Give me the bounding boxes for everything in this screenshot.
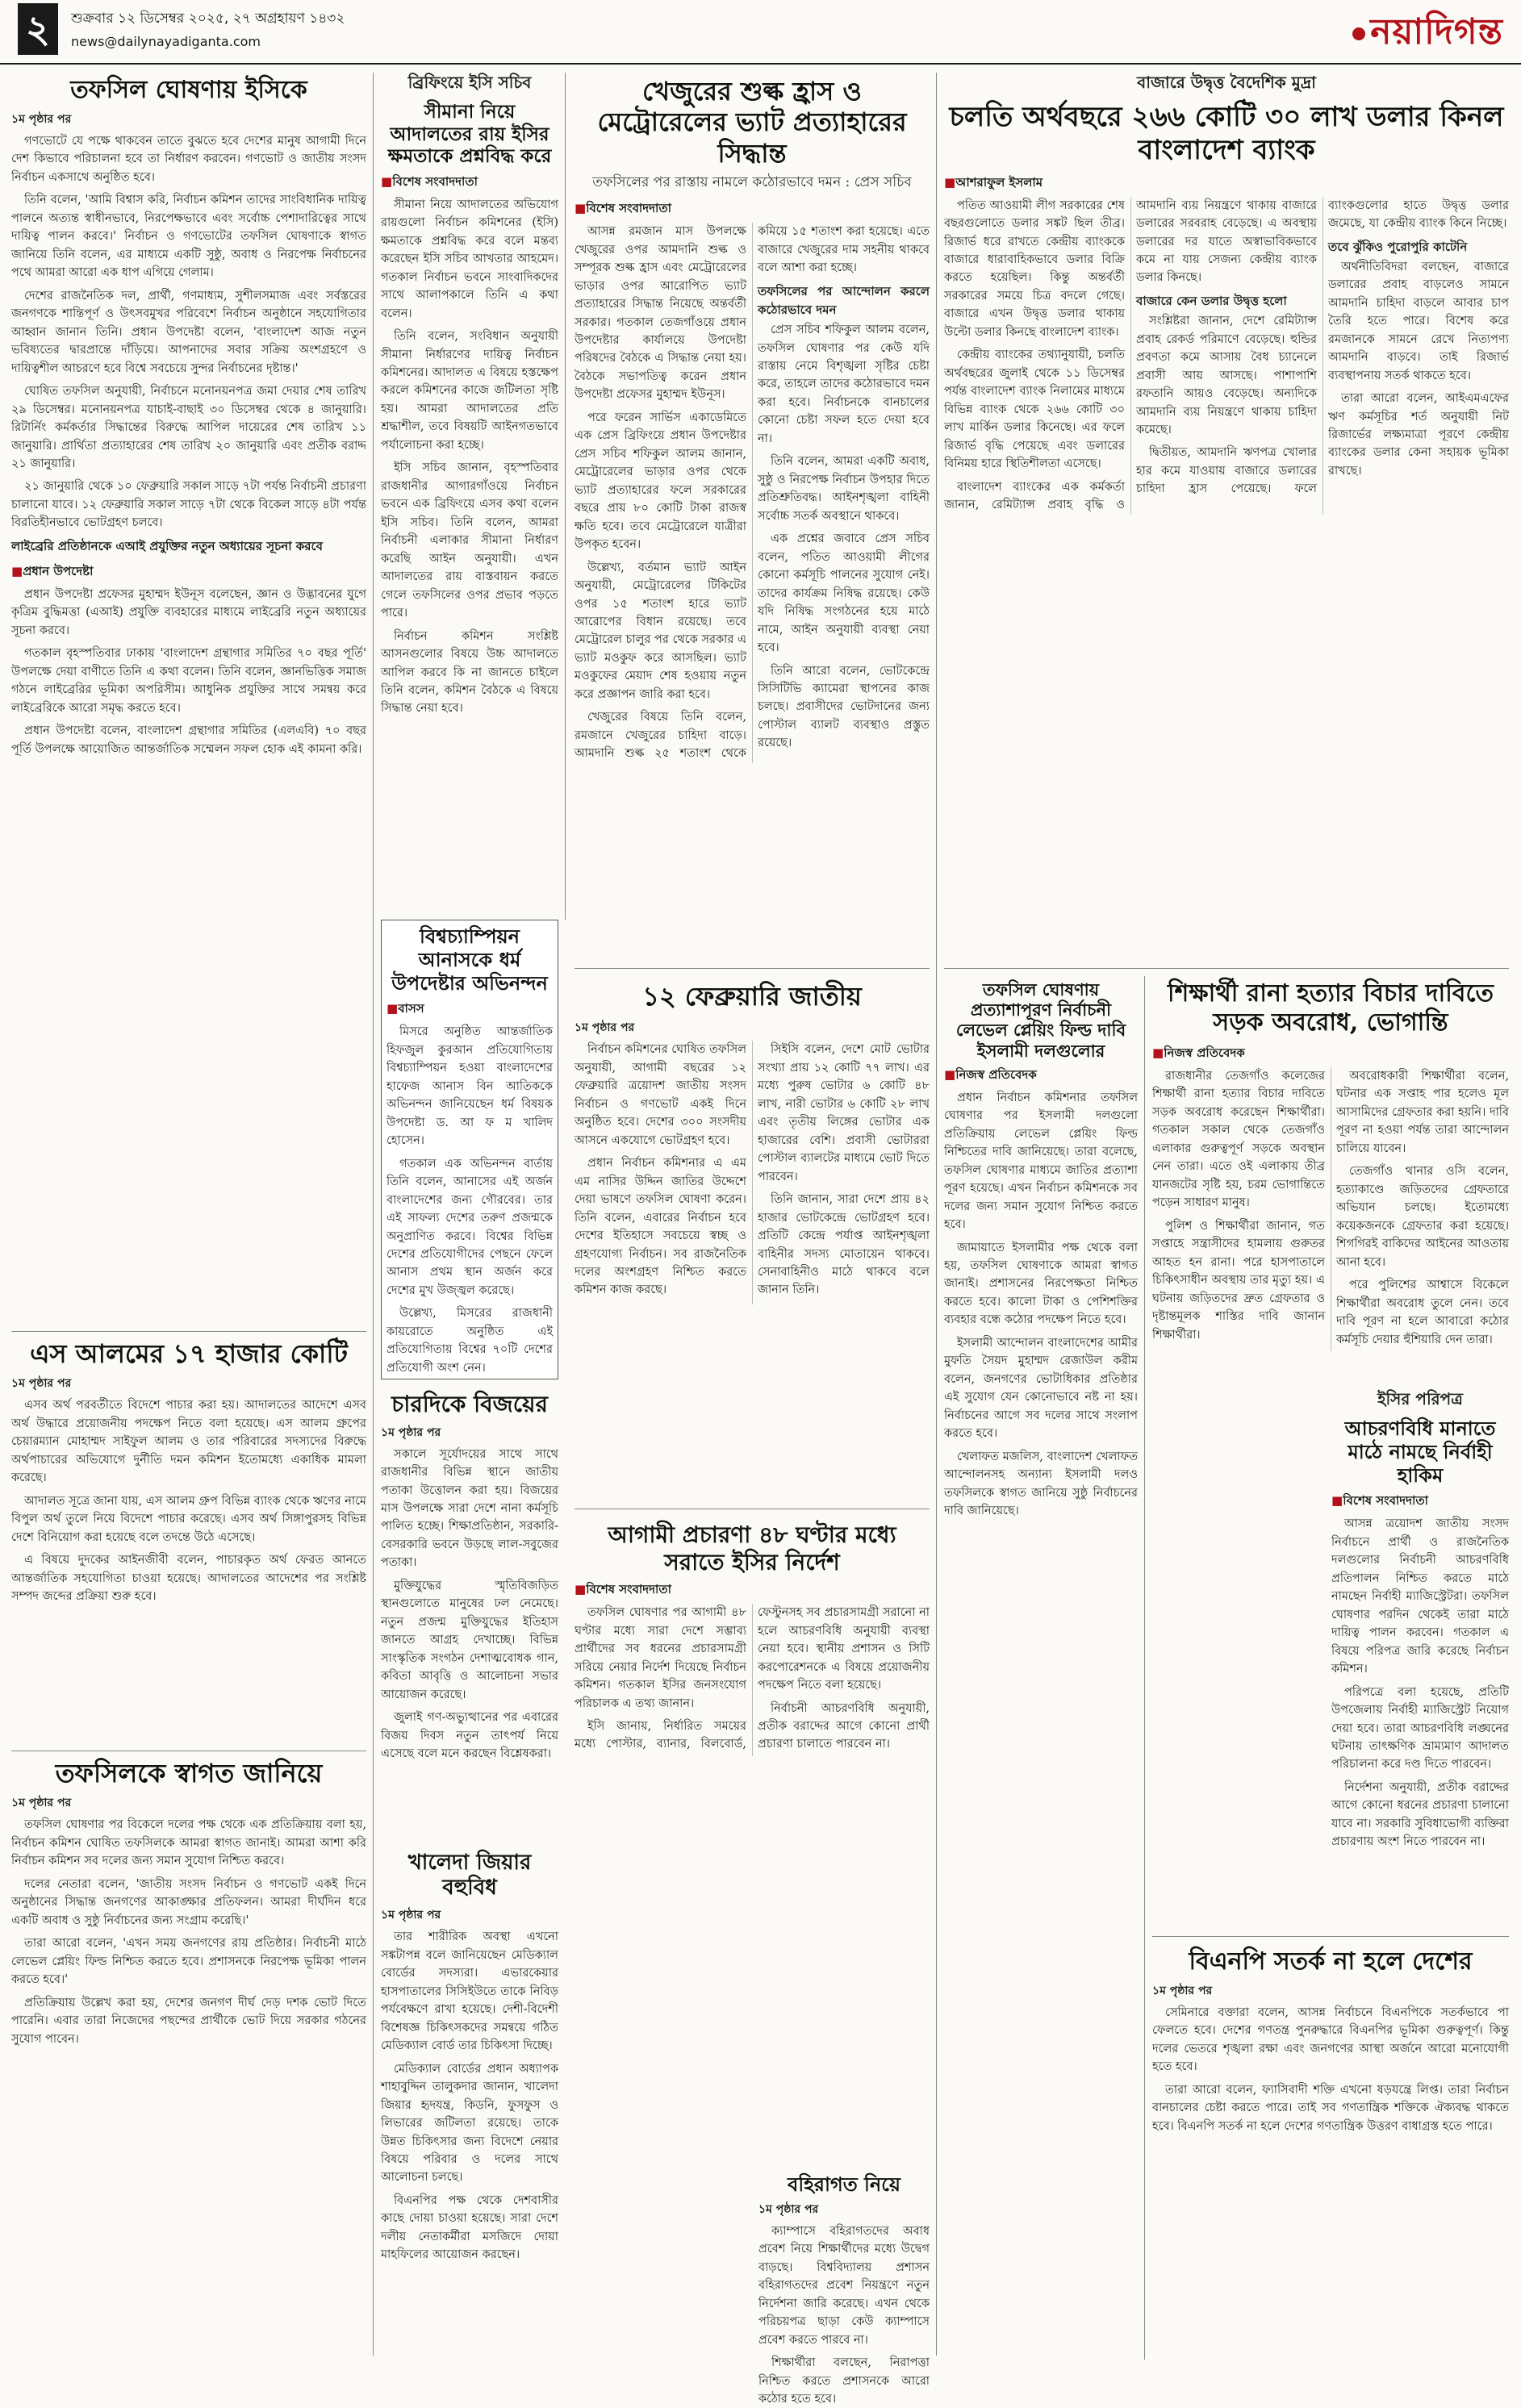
paragraph: তার শারীরিক অবস্থা এখনো সঙ্কটাপন্ন বলে জানিয়েছেন মেডিক্যাল বোর্ডের সদস্যরা। এভারকেয়ার হাসপাতালের সিসিইউতে তাকে নিবিড় পর্যবেক্ষণে রাখা হয়েছে। দেশী-বিদেশী বিশেষজ্ঞ চিকিৎসকদের সমন্বয়ে গঠিত মেডিক্যাল বোর্ড তার চিকিৎসা দিচ্ছে। [381,1930,558,2053]
column-divider [373,73,374,2356]
byline: ■ বিশেষ সংবাদদাতা [1331,1492,1509,1512]
story-headline: খেজুরের শুল্ক হ্রাস ও মেট্রোরেলের ভ্যাট প্রত্যাহারের সিদ্ধান্ত [597,76,907,169]
story-body [1331,1515,1509,1851]
paragraph: ২১ জানুয়ারি থেকে ১০ ফেব্রুয়ারি সকাল সাড়ে ৭টা পর্যন্ত নির্বাচনী প্রচারণা চালানো যাবে। ১২ ফেব্রুয়ারি সকাল সাড়ে ৭টা থেকে বিকেল সাড়ে ৪টা পর্যন্ত বিরতিহীনভাবে ভোটগ্রহণ চলবে। [11,480,366,530]
paragraph: আসন্ন রমজান মাস উপলক্ষে খেজুরের ওপর আমদানি শুল্ক ও সম্পূরক শুল্ক হ্রাস এবং মেট্রোরেলের ভাড়ার ওপর আরোপিত ভ্যাট প্রত্যাহারের সিদ্ধান্ত নিয়েছে অন্তর্বর্তী সরকার। গতকাল তেজগাঁওয়ে প্রধান উপদেষ্টার কার্যালয়ে উপদেষ্টা পরিষদের বৈঠকে এ সিদ্ধান্ত নেয়া হয়। বৈঠকে সভাপতিত্ব করেন প্রধান উপদেষ্টা প্রফেসর মুহাম্মদ ইউনূস। [575,225,746,402]
paragraph: পুলিশ ও শিক্ষার্থীরা জানান, গত সপ্তাহে সন্ত্রাসীদের হামলায় গুরুতর আহত হন রানা। পরে হাসপাতালে চিকিৎসাধীন অবস্থায় তার মৃত্যু হয়। এ ঘটনায় জড়িতদের দ্রুত গ্রেফতার ও দৃষ্টান্তমূলক শাস্তির দাবি জানান শিক্ষার্থীরা। [1152,1219,1325,1342]
paragraph: বাংলাদেশ ব্যাংকের এক কর্মকর্তা জানান, রেমিট্যান্স প্রবাহ বৃদ্ধি ও আমদানি ব্যয় নিয়ন্ত্রণে থাকায় বাজারে ডলারের সরবরাহ বেড়েছে। এ অবস্থায় ডলারের দর যাতে অস্বাভাবিকভাবে কমে না যায় সেজন্য কেন্দ্রীয় ব্যাংক ডলার কিনছে। [944,198,1317,512]
story-headline: এস আলমের ১৭ হাজার কোটি [30,1338,348,1369]
continued-label: ১ম পৃষ্ঠার পর [11,1377,72,1391]
paragraph: তারা আরো বলেন, 'এখন সময় জনগণের রায় প্রতিষ্ঠার। নির্বাচনী মাঠে লেভেল প্লেয়িং ফিল্ড নিশ্চিত করতে হবে। প্রশাসনকে নিরপেক্ষ ভূমিকা পালন করতে হবে।' [11,1937,366,1987]
logo-mark-icon [1352,27,1365,40]
paragraph: তিনি বলেন, সংবিধান অনুযায়ী সীমানা নির্ধারণের দায়িত্ব নির্বাচন কমিশনের। আদালত এ বিষয়ে হস্তক্ষেপ করলে কমিশনের কাজে জটিলতা সৃষ্টি হয়। আমরা আদালতের প্রতি শ্রদ্ধাশীল, তবে বিষয়টি আইনগতভাবে পর্যালোচনা করা হচ্ছে। [381,330,558,452]
paragraph: দেশের রাজনৈতিক দল, প্রার্থী, গণমাধ্যম, সুশীলসমাজ এবং সর্বস্তরের জনগণকে শান্তিপূর্ণ ও উৎসবমুখর পরিবেশে নির্বাচন অনুষ্ঠানে সহযোগিতার আহ্বান জানান তিনি। প্রধান উপদেষ্টা বলেন, 'বাংলাদেশ আজ নতুন ভবিষ্যতের দ্বারপ্রান্তে দাঁড়িয়ে। আপনাদের সবার সক্রিয় অংশগ্রহণে ও দায়িত্বশীল আচরণে হবে বিশ্বে সবচেয়ে সুন্দর নির্বাচনের দৃষ্টান্ত।' [11,289,366,375]
paragraph: আদালত সূত্রে জানা যায়, এস আলম গ্রুপ বিভিন্ন ব্যাংক থেকে ঋণের নামে বিপুল অর্থ তুলে নিয়ে বিদেশে পাচার করেছে। এসব অর্থ সিঙ্গাপুরসহ বিভিন্ন দেশে বিনিয়োগ করা হয়েছে বলে তদন্তে উঠে এসেছে। [11,1494,366,1544]
paragraph: তারা আরো বলেন, ফ্যাসিবাদী শক্তি এখনো ষড়যন্ত্রে লিপ্ত। তারা নির্বাচন বানচালের চেষ্টা করতে পারে। তাই সব গণতান্ত্রিক শক্তিকে ঐক্যবদ্ধ থাকতে হবে। বিএনপি সতর্ক না হলে দেশের গণতান্ত্রিক উত্তরণ বাধাগ্রস্ত হতে পারে। [1152,2083,1509,2133]
divider [575,968,930,969]
paragraph: এ বিষয়ে দুদকের আইনজীবী বলেন, পাচারকৃত অর্থ ফেরত আনতে আন্তর্জাতিক সহযোগিতা চাওয়া হয়েছে। আদালতের আদেশের পর সংশ্লিষ্ট সম্পদ জব্দের প্রক্রিয়া শুরু হবে। [11,1554,366,1604]
byline: ■ প্রধান উপদেষ্টা [11,562,366,582]
column-divider [565,73,566,920]
byline: ■ নিজস্ব প্রতিবেদক [944,1066,1138,1086]
byline: ■ নিজস্ব প্রতিবেদক [1152,1044,1509,1064]
continued-label: ১ম পৃষ্ঠার পর [11,113,72,126]
section-subhead: তবে ঝুঁকিও পুরোপুরি কাটেনি [1328,239,1468,254]
story-body [11,132,366,532]
paragraph: খেলাফত মজলিস, বাংলাদেশ খেলাফত আন্দোলনসহ অন্যান্য ইসলামী দলও তফসিলকে স্বাগত জানিয়ে সুষ্ঠু নির্বাচনের দাবি জানিয়েছে। [944,1450,1138,1518]
story-body [944,1089,1138,1521]
story-body [381,196,558,718]
byline: ■ বিশেষ সংবাদদাতা [381,173,558,193]
story-bnp [1152,1944,1509,2360]
paragraph: নির্দেশনা অনুযায়ী, প্রতীক বরাদ্দের আগে কোনো ধরনের প্রচারণা চালানো যাবে না। সরকারি সুবিধাভোগী ব্যক্তিরা প্রচারণায় অংশ নিতে পারবেন না। [1331,1780,1509,1849]
paragraph: সেমিনারে বক্তারা বলেন, আসন্ন নির্বাচনে বিএনপিকে সতর্কভাবে পা ফেলতে হবে। দেশের গণতন্ত্র পুনরুদ্ধারে বিএনপির ভূমিকা গুরুত্বপূর্ণ। কিন্তু দলের ভেতরে শৃঙ্খলা রক্ষা এবং জনগণের আস্থা অর্জনে আরো মনোযোগী হতে হবে। [1152,2006,1509,2074]
story-headline: চলতি অর্থবছরে ২৬৬ কোটি ৩০ লাখ ডলার কিনল বাংলাদেশ ব্যাংক [949,101,1504,166]
continued-label: ১ম পৃষ্ঠার পর [1152,1984,1213,1997]
paragraph: গণভোটে যে পক্ষে থাকবেন তাতে বুঝতে হবে দেশের মানুষ আগামী দিনে দেশ কিভাবে পরিচালনা হবে তা নির্ধারণ করবেন। গণভোট ও জাতীয় সংসদ নির্বাচন একসাথে অনুষ্ঠিত হবে। [11,135,366,184]
paragraph: প্রধান নির্বাচন কমিশনার এ এম এম নাসির উদ্দিন জাতির উদ্দেশে দেয়া ভাষণে তফসিল ঘোষণা করেন। তিনি বলেন, এবারের নির্বাচন হবে দেশের ইতিহাসে সবচেয়ে স্বচ্ছ ও গ্রহণযোগ্য নির্বাচন। সব রাজনৈতিক দলের অংশগ্রহণ নিশ্চিত করতে কমিশন কাজ করছে। [575,1157,746,1297]
story-headline: বিশ্বচ্যাম্পিয়ন আনাসকে ধর্ম উপদেষ্টার অভিনন্দন [391,924,548,995]
paragraph: মেডিক্যাল বোর্ডের প্রধান অধ্যাপক শাহাবুদ্দিন তালুকদার জানান, খালেদা জিয়ার হৃদযন্ত্র, কিডনি, ফুসফুস ও লিভারের জটিলতা রয়েছে। তাকে উন্নত চিকিৎসার জন্য বিদেশে নেয়ার বিষয়ে পরিবার ও দলের সাথে আলোচনা চলছে। [381,2062,558,2185]
story-headline: তফসিল ঘোষণায় ইসিকে [70,76,307,104]
story-ssalam [11,1331,366,1742]
story-feb [575,976,930,1500]
paragraph: খেজুরের বিষয়ে তিনি বলেন, রমজানে খেজুরের চাহিদা বাড়ে। আমদানি শুল্ক ২৫ শতাংশ থেকে কমিয়ে ১৫ শতাংশ করা হয়েছে। এতে বাজারে খেজুরের দাম সহনীয় থাকবে বলে আশা করা হচ্ছে। [575,225,930,761]
paragraph: তফসিল ঘোষণার পর বিকেলে দলের পক্ষ থেকে এক প্রতিক্রিয়ায় বলা হয়, নির্বাচন কমিশন ঘোষিত তফসিলকে আমরা স্বাগত জানাই। আমরা আশা করি নির্বাচন কমিশন সব দলের জন্য সমান সুযোগ নিশ্চিত করবে। [11,1818,366,1868]
section-subhead: বাজারে কেন ডলার উদ্বৃত্ত হলো [1136,293,1287,308]
story-body [575,1604,930,1756]
story-chardike [381,1388,558,1839]
masthead [0,0,1521,65]
spacer [381,1146,558,1170]
story-body [11,1816,366,2048]
story-headline: চারদিকে বিজয়ের [391,1391,548,1417]
story-headline: খালেদা জিয়ার বহুবিধ [407,1851,532,1901]
paragraph: পতিত আওয়ামী লীগ সরকারের শেষ বছরগুলোতে ডলার সঙ্কট ছিল তীব্র। রিজার্ভ ধরে রাখতে কেন্দ্রীয় ব্যাংককে বাজারে ধারাবাহিকভাবে ডলার বিক্রি করতে হয়েছিল। কিন্তু অন্তর্বর্তী সরকারের সময়ে চিত্র বদলে গেছে। বাজারে এখন উদ্বৃত্ত ডলার থাকায় উল্টো ডলার কিনছে বাংলাদেশ ব্যাংক। [944,198,1125,339]
paragraph: দলের নেতারা বলেন, 'জাতীয় সংসদ নির্বাচন ও গণভোট একই দিনে অনুষ্ঠানের সিদ্ধান্ত জনগণের আকাঙ্ক্ষার প্রতিফলন। আমরা দীর্ঘদিন ধরে একটি অবাধ ও সুষ্ঠু নির্বাচনের জন্য সংগ্রাম করেছি।' [11,1877,366,1927]
paragraph: ইসলামী আন্দোলন বাংলাদেশের আমীর মুফতি সৈয়দ মুহাম্মদ রেজাউল করীম বলেন, জনগণের ভোটাধিকার প্রতিষ্ঠার এই সুযোগ যেন কোনোভাবে নষ্ট না হয়। নির্বাচনের আগে সব দলের সাথে সংলাপ করতে হবে। [944,1336,1138,1441]
paragraph: এসব অর্থ পরবর্তীতে বিদেশে পাচার করা হয়। আদালতের আদেশে এসব অর্থ উদ্ধারে প্রয়োজনীয় পদক্ষেপ নিতে বলা হয়েছে। এস আলম গ্রুপের চেয়ারম্যান মোহাম্মদ সাইফুল আলম ও তার পরিবারের সদস্যদের বিরুদ্ধে অর্থপাচারের অভিযোগে দুর্নীতি দমন কমিশন ইতোমধ্যে একাধিক মামলা করেছে। [11,1399,366,1485]
story-body [381,1928,558,2264]
paragraph: পরে পুলিশের আশ্বাসে বিকেলে শিক্ষার্থীরা অবরোধ তুলে নেন। তবে দাবি পূরণ না হলে আবারো কঠোর কর্মসূচি দেয়ার হুঁশিয়ারি দেন তারা। [1336,1279,1509,1346]
story-achoron [1331,1388,1509,1920]
paragraph: মুক্তিযুদ্ধের স্মৃতিবিজড়িত স্থানগুলোতে মানুষের ঢল নেমেছে। নতুন প্রজন্ম মুক্তিযুদ্ধের ইতিহাস জানতে আগ্রহ দেখাচ্ছে। বিভিন্ন সাংস্কৃতিক সংগঠন দেশাত্মবোধক গান, কবিতা আবৃত্তি ও আলোচনা সভার আয়োজন করেছে। [381,1579,558,1701]
story-headline: বহিরাগত নিয়ে [787,2172,901,2196]
divider [944,968,1509,969]
story-headline: তফসিল ঘোষণায় প্রত্যাশাপূরণ নির্বাচনী লেভেল প্লেয়িং ফিল্ড দাবি ইসলামী দলগুলোর [955,979,1126,1061]
paragraph: ঘোষিত তফসিল অনুযায়ী, নির্বাচনে মনোনয়নপত্র জমা দেয়ার শেষ তারিখ ২৯ ডিসেম্বর। মনোনয়নপত্র যাচাই-বাছাই ৩০ ডিসেম্বর থেকে ৪ জানুয়ারি। রিটার্নিং কর্মকর্তার সিদ্ধান্তের বিরুদ্ধে আপিল দায়েরের শেষ তারিখ ১১ জানুয়ারি। প্রার্থিতা প্রত্যাহারের শেষ তারিখ ২০ জানুয়ারি এবং প্রতীক বরাদ্দ ২১ জানুয়ারি। [11,385,366,470]
paragraph: প্রধান নির্বাচন কমিশনার তফসিল ঘোষণার পর ইসলামী দলগুলো প্রতিক্রিয়ায় লেভেল প্লেয়িং ফিল্ড নিশ্চিতের দাবি জানিয়েছে। তারা বলেছে, তফসিল ঘোষণার মাধ্যমে জাতির প্রত্যাশা পূরণ হয়েছে। এখন নির্বাচন কমিশনকে সব দলের জন্য সমান সুযোগ নিশ্চিত করতে হবে। [944,1091,1138,1232]
paragraph: সীমানা নিয়ে আদালতের অভিযোগ রায়গুলো নির্বাচন কমিশনের (ইসি) ক্ষমতাকে প্রশ্নবিদ্ধ করে বলে মন্তব্য করেছেন ইসি সচিব আখতার আহমেদ। গতকাল নির্বাচন ভবনে সাংবাদিকদের সাথে আলাপকালে তিনি এ কথা বলেন। [381,198,558,320]
story-headline: ১২ ফেব্রুয়ারি জাতীয় [642,981,862,1012]
paragraph: সকালে সূর্যোদয়ের সাথে সাথে রাজধানীর বিভিন্ন স্থানে জাতীয় পতাকা উত্তোলন করা হয়। বিজয়ের মাস উপলক্ষে সারা দেশে নানা কর্মসূচি পালিত হচ্ছে। শিক্ষাপ্রতিষ্ঠান, সরকারি-বেসরকারি ভবনে উড়ছে লাল-সবুজের পতাকা। [381,1447,558,1570]
continued-label: ১ম পৃষ্ঠার পর [11,1797,72,1810]
story-khejur [575,71,930,962]
paragraph: দ্বিতীয়ত, আমদানি ঋণপত্র খোলার হার কমে যাওয়ায় বাজারে ডলারের চাহিদা হ্রাস পেয়েছে। ফলে ব্যাংকগুলোর হাতে উদ্বৃত্ত ডলার জমেছে, যা কেন্দ্রীয় ব্যাংক কিনে নিচ্ছে। [1136,198,1509,496]
paragraph: ইসি জানায়, নির্ধারিত সময়ের মধ্যে পোস্টার, ব্যানার, বিলবোর্ড, ফেস্টুনসহ সব প্রচারসামগ্রী সরানো না হলে আচরণবিধি অনুযায়ী ব্যবস্থা নেয়া হবে। স্থানীয় প্রশাসন ও সিটি করপোরেশনকে এ বিষয়ে প্রয়োজনীয় পদক্ষেপ নিতে বলা হয়েছে। [575,1606,930,1751]
continued-label: ১ম পৃষ্ঠার পর [758,2202,819,2216]
column-divider [936,73,937,2356]
byline: ■ আশরাফুল ইসলাম [944,173,1509,194]
paragraph: তিনি বলেন, 'আমি বিশ্বাস করি, নির্বাচন কমিশন তাদের সাংবিধানিক দায়িত্ব পালনে অত্যন্ত স্বাধীনভাবে, নিরপেক্ষভাবে এবং সর্বোচ্চ পেশাদারিত্বের সাথে দায়িত্ব পালন করবে।' নির্বাচন ও গণভোটের তফসিল ঘোষণাকে স্বাগত জানিয়ে তিনি বলেন, এর মাধ্যমে একটি সুষ্ঠু, অবাধ ও নিরপেক্ষ নির্বাচনের পথে আমরা আরো এক ধাপ এগিয়ে গেলাম। [11,194,366,280]
story-headline: আগামী প্রচারণা ৪৮ ঘণ্টার মধ্যে সরাতে ইসির নির্দেশ [608,1521,896,1575]
story-kicker: বাজারে উদ্বৃত্ত বৈদেশিক মুদ্রা [1137,73,1316,92]
column-divider [1144,976,1145,2360]
story-bahiragoto [758,2170,930,2406]
paragraph: প্রেস সচিব শফিকুল আলম বলেন, তফসিল ঘোষণার পর কেউ যদি রাস্তায় নেমে বিশৃঙ্খলা সৃষ্টির চেষ্টা করে, তাহলে তাদের কঠোরভাবে দমন করা হবে। নির্বাচনকে বানচালের কোনো চেষ্টা সফল হতে দেয়া হবে না। [758,323,930,445]
paragraph: প্রতিক্রিয়ায় উল্লেখ করা হয়, দেশের জনগণ দীর্ঘ দেড় দশক ভোট দিতে পারেনি। এবার তারা নিজেদের পছন্দের প্রার্থীকে ভোট দিয়ে সরকার গঠনের সুযোগ পাবেন। [11,1996,366,2046]
paragraph: শিক্ষার্থীরা বলছেন, নিরাপত্তা নিশ্চিত করতে প্রশাসনকে আরো কঠোর হতে হবে। [758,2356,930,2406]
story-dollar [944,71,1509,958]
paragraph: উল্লেখ্য, বর্তমান ভ্যাট আইন অনুযায়ী, মেট্রোরেলের টিকিটের ওপর ১৫ শতাংশ হারে ভ্যাট আরোপের বিধান রয়েছে। তবে মেট্রোরেল চালুর পর থেকে সরকার এ ভ্যাট মওকুফ করে আসছিল। ভ্যাট মওকুফের মেয়াদ শেষ হওয়ায় নতুন করে প্রজ্ঞাপন জারি করা হবে। [575,561,746,701]
story-headline: শিক্ষার্থী রানা হত্যার বিচার দাবিতে সড়ক অবরোধ, ভোগান্তি [1167,979,1494,1037]
story-headline: সীমানা নিয়ে আদালতের রায় ইসির ক্ষমতাকে প্রশ্নবিদ্ধ করে [387,101,552,168]
paragraph: প্রধান উপদেষ্টা প্রফেসর মুহাম্মদ ইউনূস বলেছেন, জ্ঞান ও উদ্ভাবনের যুগে কৃত্রিম বুদ্ধিমত্তা (এআই) প্রযুক্তি ব্যবহারের মাধ্যমে লাইব্রেরি নতুন অধ্যায়ের সূচনা করবে। [11,587,366,637]
story-welcome [11,1751,366,2360]
paragraph: তফসিল ঘোষণার পর আগামী ৪৮ ঘণ্টার মধ্যে সারা দেশে সম্ভাব্য প্রার্থীদের সব ধরনের প্রচারসামগ্রী সরিয়ে নেয়ার নির্দেশ দিয়েছে নির্বাচন কমিশন। গতকাল ইসির জনসংযোগ পরিচালক এ তথ্য জানান। [575,1606,746,1710]
story-kicker: ইসির পরিপত্র [1377,1389,1463,1408]
paragraph: জুলাই গণ-অভ্যুত্থানের পর এবারের বিজয় দিবস নতুন তাৎপর্য নিয়ে এসেছে বলে মনে করছেন বিশ্লেষকরা। [381,1711,558,1761]
story-body [381,1446,558,1763]
story-agami [575,1517,930,2162]
continued-label: ১ম পৃষ্ঠার পর [381,1909,441,1922]
story-body [1152,2004,1509,2135]
paragraph: তিনি জানান, সারা দেশে প্রায় ৪২ হাজার ভোটকেন্দ্রে ভোটগ্রহণ হবে। প্রতিটি কেন্দ্রে পর্যাপ্ত আইনশৃঙ্খলা বাহিনীর সদস্য মোতায়েন থাকবে। সেনাবাহিনীও মাঠে থাকবে বলে জানান তিনি। [758,1193,930,1297]
paragraph: রাজধানীর তেজগাঁও কলেজের শিক্ষার্থী রানা হত্যার বিচার দাবিতে সড়ক অবরোধ করেছেন শিক্ষার্থীরা। গতকাল সকাল থেকে তেজগাঁও এলাকার গুরুত্বপূর্ণ সড়কে অবস্থান নেন তারা। এতে ওই এলাকায় তীব্র যানজটের সৃষ্টি হয়, চরম ভোগান্তিতে পড়েন সাধারণ মানুষ। [1152,1070,1325,1210]
section-subhead: লাইব্রেরি প্রতিষ্ঠানকে এআই প্রযুক্তির নতুন অধ্যায়ের সূচনা করবে [11,538,323,553]
paragraph: কেন্দ্রীয় ব্যাংকের তথ্যানুযায়ী, চলতি অর্থবছরের জুলাই থেকে ১১ ডিসেম্বর পর্যন্ত বাংলাদেশ ব্যাংক নিলামের মাধ্যমে বিভিন্ন ব্যাংক থেকে ২৬৬ কোটি ৩০ লাখ মার্কিন ডলার কিনেছে। এর ফলে রিজার্ভ বৃদ্ধি পেয়েছে এবং ডলারের বিনিময় হারে স্থিতিশীলতা এসেছে। [944,348,1125,471]
email-link[interactable]: news@dailynayadiganta.com [71,34,261,49]
paragraph: পরে ফরেন সার্ভিস একাডেমিতে এক প্রেস ব্রিফিংয়ে প্রধান উপদেষ্টার প্রেস সচিব শফিকুল আলম জানান, মেট্রোরেলের ভাড়ার ওপর থেকে ভ্যাট প্রত্যাহারের ফলে সরকারের বছরে প্রায় ৮০ কোটি টাকা রাজস্ব ক্ষতি হবে। তবে মেট্রোরেলে যাত্রীরা উপকৃত হবেন। [575,411,746,552]
paragraph: তিনি বলেন, আমরা একটি অবাধ, সুষ্ঠু ও নিরপেক্ষ নির্বাচন উপহার দিতে প্রতিশ্রুতিবদ্ধ। আইনশৃঙ্খলা বাহিনী সর্বোচ্চ সতর্ক অবস্থানে থাকবে। [758,455,930,523]
story-headline: তফসিলকে স্বাগত জানিয়ে [55,1758,323,1788]
paragraph: পরিপত্রে বলা হয়েছে, প্রতিটি উপজেলায় নির্বাহী ম্যাজিস্ট্রেট নিয়োগ দেয়া হবে। তারা আচরণবিধি লঙ্ঘনের ঘটনায় তাৎক্ষণিক ভ্রাম্যমাণ আদালত পরিচালনা করে দণ্ড দিতে পারবেন। [1331,1685,1509,1772]
story-body [944,197,1509,515]
paragraph: জামায়াতে ইসলামীর পক্ষ থেকে বলা হয়, তফসিল ঘোষণাকে আমরা স্বাগত জানাই। প্রশাসনের নিরপেক্ষতা নিশ্চিত করতে হবে। কালো টাকা ও পেশিশক্তির ব্যবহার বন্ধে কঠোর পদক্ষেপ নিতে হবে। [944,1241,1138,1327]
story-kicker: ব্রিফিংয়ে ইসি সচিব [407,73,532,92]
byline: ■ বিশেষ সংবাদদাতা [575,199,930,219]
byline: ■ বিশেষ সংবাদদাতা [575,1580,930,1600]
paragraph: তারা আরো বলেন, আইএমএফের ঋণ কর্মসূচির শর্ত অনুযায়ী নিট রিজার্ভের লক্ষ্যমাত্রা পূরণে কেন্দ্রীয় ব্যাংকের ডলার কেনা সহায়ক ভূমিকা রাখছে। [1328,392,1509,478]
story-headline: আচরণবিধি মানাতে মাঠে নামছে নির্বাহী হাকিম [1344,1417,1496,1487]
date-line: শুক্রবার ১২ ডিসেম্বর ২০২৫, ২৭ অগ্রহায়ণ ১৪৩২ [71,10,345,27]
story-subheadline: তফসিলের পর রাস্তায় নামলে কঠোরভাবে দমন : প্রেস সচিব [592,174,912,191]
section-subhead: তফসিলের পর আন্দোলন করলে কঠোরভাবে দমন [758,283,930,317]
story-khaleda [381,1847,558,2360]
paragraph: অর্থনীতিবিদরা বলছেন, বাজারে ডলারের প্রবাহ বাড়লেও সামনে আমদানি চাহিদা বাড়লে আবার চাপ তৈরি হতে পারে। বিশেষ করে রমজানকে সামনে রেখে নিত্যপণ্য আমদানি বাড়বে। তাই রিজার্ভ ব্যবস্থাপনায় সতর্ক থাকতে হবে। [1328,260,1509,382]
paragraph: গতকাল এক অভিনন্দন বার্তায় তিনি বলেন, আনাসের এই অর্জন বাংলাদেশের জন্য গৌরবের। তার এই সাফল্য দেশের তরুণ প্রজন্মকে অনুপ্রাণিত করবে। বিশ্বের বিভিন্ন দেশের প্রতিযোগীদের পেছনে ফেলে আনাস প্রথম স্থান অর্জন করে দেশের মুখ উজ্জ্বল করেছে। [387,1157,553,1297]
story-body [575,223,930,763]
page-number: ২ [18,3,58,55]
paragraph: প্রধান উপদেষ্টা বলেন, বাংলাদেশ গ্রন্থাগার সমিতির (এলএবি) ৭০ বছর পূর্তি উপলক্ষে আয়োজিত আন্তর্জাতিক সম্মেলন সফল হোক এই কামনা করি। [11,724,366,756]
continued-label: ১ম পৃষ্ঠার পর [575,1021,635,1035]
divider [11,1331,366,1332]
paragraph: তিনি আরো বলেন, ভোটকেন্দ্রে সিসিটিভি ক্যামেরা স্থাপনের কাজ চলছে। প্রবাসীদের ভোটদানের জন্য পোস্টাল ব্যালট ব্যবস্থাও প্রস্তুত রয়েছে। [758,664,930,750]
divider [1152,1936,1509,1937]
paragraph: নির্বাচনী আচরণবিধি অনুযায়ী, প্রতীক বরাদ্দের আগে কোনো প্রার্থী প্রচারণা চালাতে পারবেন না। [758,1701,930,1751]
paragraph: নির্বাচন কমিশন সংশ্লিষ্ট আসনগুলোর বিষয়ে উচ্চ আদালতে আপিল করবে কি না জানতে চাইলে তিনি বলেন, কমিশন বৈঠকে এ বিষয়ে সিদ্ধান্ত নেয়া হবে। [381,629,558,716]
paragraph: ইসি সচিব জানান, বৃহস্পতিবার রাজধানীর আগারগাঁওয়ে নির্বাচন ভবনে এক ব্রিফিংয়ে এসব কথা বলেন ইসি সচিব। তিনি বলেন, আমরা নির্বাচনী এলাকার সীমানা নির্ধারণ করেছি আইন অনুযায়ী। এখন আদালতের রায় বাস্তবায়ন করতে গেলে তফসিলের ওপর প্রভাব পড়তে পারে। [381,461,558,620]
byline: ■ বাসস [387,1000,553,1020]
story-brief [381,71,558,910]
paragraph: গতকাল বৃহস্পতিবার ঢাকায় 'বাংলাদেশ গ্রন্থাগার সমিতির ৭০ বছর পূর্তি' উপলক্ষে দেয়া বাণীতে তিনি এ কথা বলেন। তিনি বলেন, জ্ঞানভিত্তিক সমাজ গঠনে লাইব্রেরির ভূমিকা অপরিসীম। আধুনিক প্রযুক্তির সাথে সমন্বয় করে লাইব্রেরিকে আরো সমৃদ্ধ করতে হবে। [11,647,366,715]
story-body [11,586,366,758]
paragraph: বিএনপির পক্ষ থেকে দেশবাসীর কাছে দোয়া চাওয়া হয়েছে। সারা দেশে দলীয় নেতাকর্মীরা মসজিদে দোয়া মাহফিলের আয়োজন করছেন। [381,2193,558,2262]
paragraph: ক্যাম্পাসে বহিরাগতদের অবাধ প্রবেশ নিয়ে শিক্ষার্থীদের মধ্যে উদ্বেগ বাড়ছে। বিশ্ববিদ্যালয় প্রশাসন বহিরাগতদের প্রবেশ নিয়ন্ত্রণে নতুন নির্দেশনা জারি করেছে। এখন থেকে পরিচয়পত্র ছাড়া কেউ ক্যাম্পাসে প্রবেশ করতে পারবে না। [758,2224,930,2347]
story-headline: বিএনপি সতর্ক না হলে দেশের [1189,1947,1473,1976]
story-tofsilconf [944,976,1138,2360]
paragraph: অবরোধকারী শিক্ষার্থীরা বলেন, ঘটনার এক সপ্তাহ পার হলেও মূল আসামিদের গ্রেফতার করা হয়নি। দাবি পূরণ না হওয়া পর্যন্ত তারা আন্দোলন চালিয়ে যাবেন। [1336,1070,1509,1155]
story-body [575,1041,930,1304]
paragraph: সংশ্লিষ্টরা জানান, দেশে রেমিট্যান্স প্রবাহ রেকর্ড পরিমাণে বেড়েছে। হুন্ডির প্রবণতা কমে আসায় বৈধ চ্যানেলে প্রবাসী আয় আসছে। পাশাপাশি রফতানি আয়ও বেড়েছে। অন্যদিকে আমদানি ব্যয় নিয়ন্ত্রণে থাকায় চাহিদা কমেছে। [1136,315,1317,436]
story-body [11,1396,366,1605]
story-body [1152,1067,1509,1351]
paragraph: মিসরে অনুষ্ঠিত আন্তর্জাতিক হিফজুল কুরআন প্রতিযোগিতায় বিশ্বচ্যাম্পিয়ন হওয়া বাংলাদেশের হাফেজ আনাস বিন আতিককে অভিনন্দন জানিয়েছেন ধর্ম বিষয়ক উপদেষ্টা ড. আ ফ ম খালিদ হোসেন। [387,1025,553,1148]
newspaper-logo [1352,5,1503,64]
story-body [387,1023,553,1377]
paragraph: এক প্রশ্নের জবাবে প্রেস সচিব বলেন, পতিত আওয়ামী লীগের কোনো কর্মসূচি পালনের সুযোগ নেই। তাদের কার্যক্রম নিষিদ্ধ রয়েছে। কেউ যদি নিষিদ্ধ সংগঠনের হয়ে মাঠে নামে, আইন অনুযায়ী ব্যবস্থা নেয়া হবে। [758,532,930,655]
paragraph: তেজগাঁও থানার ওসি বলেন, হত্যাকাণ্ডে জড়িতদের গ্রেফতারে অভিযান চলছে। ইতোমধ্যে কয়েকজনকে গ্রেফতার করা হয়েছে। শিগগিরই বাকিদের আইনের আওতায় আনা হবে। [1336,1165,1509,1269]
story-body [758,2222,930,2408]
paragraph: আসন্ন ত্রয়োদশ জাতীয় সংসদ নির্বাচনে প্রার্থী ও রাজনৈতিক দলগুলোর নির্বাচনী আচরণবিধি প্রতিপালন নিশ্চিত করতে মাঠে নামছেন নির্বাহী ম্যাজিস্ট্রেটরা। তফসিল ঘোষণার পরদিন থেকেই তারা মাঠে দায়িত্ব পালন করবেন। গতকাল এ বিষয়ে পরিপত্র জারি করেছে নির্বাচন কমিশন। [1331,1517,1509,1676]
logo-text: নয়াদিগন্ত [1370,11,1503,52]
paragraph: সিইসি বলেন, দেশে মোট ভোটার সংখ্যা প্রায় ১২ কোটি ৭৭ লাখ। এর মধ্যে পুরুষ ভোটার ৬ কোটি ৪৮ লাখ, নারী ভোটার ৬ কোটি ২৮ লাখ এবং তৃতীয় লিঙ্গের ভোটার এক হাজারের বেশি। প্রবাসী ভোটাররা পোস্টাল ব্যালটের মাধ্যমে ভোট দিতে পারবেন। [758,1043,930,1183]
continued-label: ১ম পৃষ্ঠার পর [381,1425,441,1439]
paragraph: উল্লেখ্য, মিসরের রাজধানী কায়রোতে অনুষ্ঠিত এই প্রতিযোগিতায় বিশ্বের ৭০টি দেশের প্রতিযোগী অংশ নেন। [387,1307,553,1375]
paragraph: নির্বাচন কমিশনের ঘোষিত তফসিল অনুযায়ী, আগামী বছরের ১২ ফেব্রুয়ারি ত্রয়োদশ জাতীয় সংসদ নির্বাচন ও গণভোট একই দিনে অনুষ্ঠিত হবে। দেশের ৩০০ সংসদীয় আসনে একযোগে ভোটগ্রহণ হবে। [575,1043,746,1147]
story-tofsil [11,71,366,1317]
